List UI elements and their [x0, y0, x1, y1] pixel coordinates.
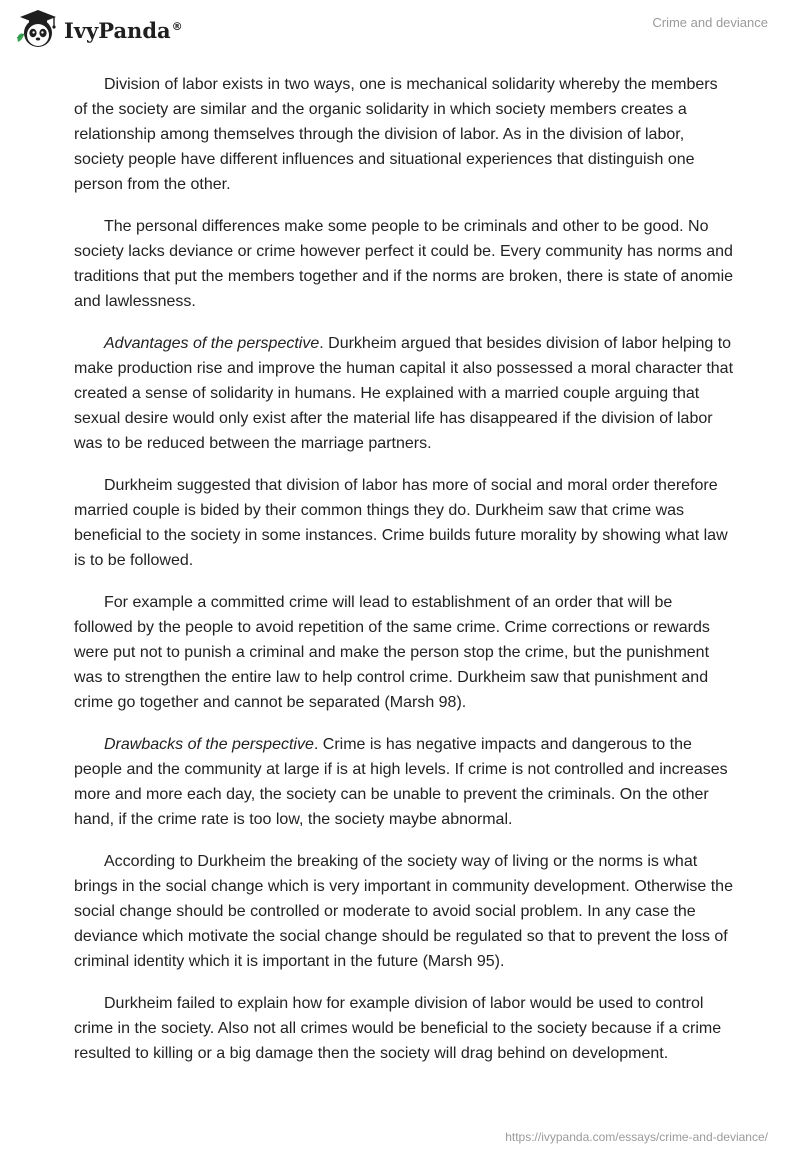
registered-mark: ®: [171, 19, 183, 33]
essay-body: [74, 72, 734, 1083]
section-heading-advantages: Advantages of the perspective: [104, 335, 320, 352]
panda-graduation-cap-logo-icon: [14, 8, 58, 50]
page-header: [0, 0, 800, 56]
paragraph-text: Durkheim suggested that division of labor has more of social and moral order therefore married couple is bided by their common things they do. Durkheim saw that crime was beneficial to the society in some instances. Crime builds future morality by showing what law is to be followed.: [74, 477, 728, 569]
source-url-link[interactable]: https://ivypanda.com/essays/crime-and-deviance/: [505, 1130, 768, 1144]
paragraph-7: [74, 849, 734, 974]
paragraph-2: [74, 214, 734, 314]
paragraph-text: . Crime is has negative impacts and dangerous to the people and the community at large if is at high levels. If crime is not controlled and increases more and more each day, the society can be unable to prevent the criminals. On the other hand, if the crime rate is too low, the society maybe abnormal.: [74, 736, 728, 828]
paragraph-4: [74, 473, 734, 573]
paragraph-8: [74, 991, 734, 1066]
brand-name: IvyPanda®: [64, 17, 183, 43]
paragraph-3: [74, 331, 734, 456]
paragraph-text: . Durkheim argued that besides division of labor helping to make production rise and improve the human capital it also possessed a moral character that created a sense of solidarity in humans. He explained with a married couple arguing that sexual desire would only exist after the material life has disappeared if the division of labor was to be reduced between the marriage partners.: [74, 335, 734, 452]
paragraph-text: The personal differences make some people to be criminals and other to be good. No society lacks deviance or crime however perfect it could be. Every community has norms and traditions that put the members together and if the norms are broken, there is state of anomie and lawlessness.: [74, 218, 734, 310]
paragraph-text: According to Durkheim the breaking of the society way of living or the norms is what brings in the social change which is very important in community development. Otherwise the social change should be controlled or moderate to avoid social problem. In any case the deviance which motivate the social change should be regulated so that to prevent the loss of criminal identity which it is important in the future (Marsh 95).: [74, 853, 733, 970]
document-title: Crime and deviance: [652, 15, 768, 30]
ivypanda-logo[interactable]: [14, 8, 183, 50]
paragraph-5: [74, 590, 734, 715]
paragraph-text: Durkheim failed to explain how for example division of labor would be used to control crime in the society. Also not all crimes would be beneficial to the society because if a crime resulted to killing or a big damage then the society will drag behind on development.: [74, 995, 722, 1062]
paragraph-6: [74, 732, 734, 832]
paragraph-1: [74, 72, 734, 197]
paragraph-text: For example a committed crime will lead to establishment of an order that will be followed by the people to avoid repetition of the same crime. Crime corrections or rewards were put not to punish a criminal and make the person stop the crime, but the punishment was to strengthen the entire law to help control crime. Durkheim saw that punishment and crime go together and cannot be separated (Marsh 98).: [74, 594, 710, 711]
paragraph-text: Division of labor exists in two ways, one is mechanical solidarity whereby the members of the society are similar and the organic solidarity in which society members creates a relationship among themselves through the division of labor. As in the division of labor, society people have different influences and situational experiences that distinguish one person from the other.: [74, 76, 718, 193]
section-heading-drawbacks: Drawbacks of the perspective: [104, 736, 314, 753]
